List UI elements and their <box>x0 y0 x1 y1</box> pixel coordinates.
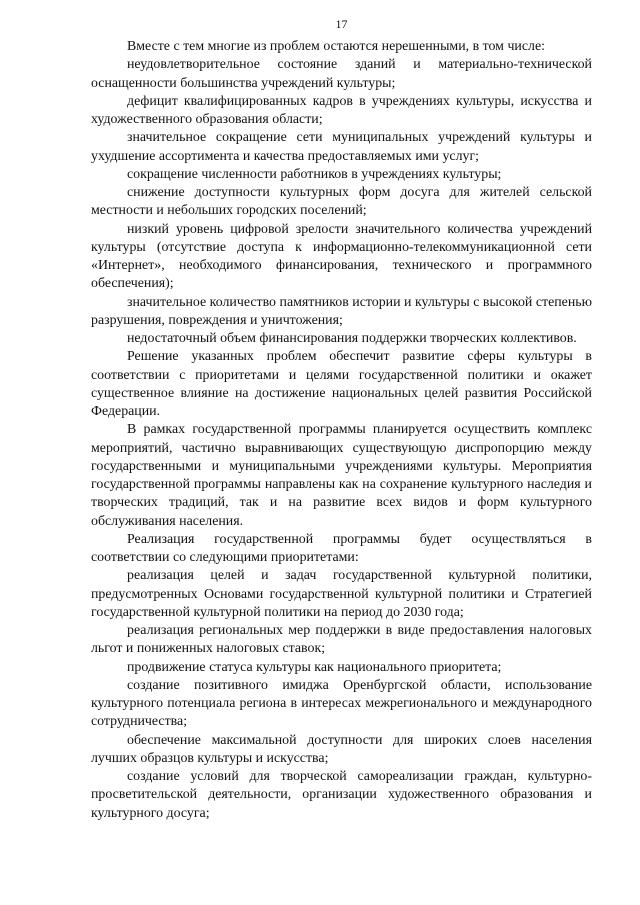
paragraph: недостаточный объем финансирования поддержки творческих коллективов. <box>127 331 577 346</box>
paragraph: значительное сокращение сети муниципальных учреждений культуры и ухудшение ассортимента и качества предоставляемых ими услуг; <box>91 130 592 164</box>
paragraph: снижение доступности культурных форм досуга для жителей сельской местности и небольших городских поселений; <box>91 185 592 219</box>
paragraph: Решение указанных проблем обеспечит развитие сферы культуры в соответствии с приоритетами и целями государственной политики и окажет существенное влияние на достижение национальных целей развития Российской Федерации. <box>91 349 592 419</box>
paragraph: обеспечение максимальной доступности для широких слоев населения лучших образцов культуры и искусства; <box>91 732 592 766</box>
paragraph: сокращение численности работников в учреждениях культуры; <box>127 166 502 182</box>
paragraph: реализация целей и задач государственной культурной политики, предусмотренных Основами государственной культурной политики и Стратегией государственной культурной политики на период до 2030 года; <box>91 568 592 620</box>
paragraph: Вместе с тем многие из проблем остаются нерешенными, в том числе: <box>127 39 545 54</box>
paragraph: Реализация государственной программы будет осуществляться в соответствии со следующими приоритетами: <box>91 531 592 565</box>
paragraph: В рамках государственной программы планируется осуществить комплекс мероприятий, частично выравнивающих существующую диспропорцию между государственными и муниципальными учреждениями культуры. Мероприятия государственной программы направлены как на сохранение культурного наследия и творческих традиций, так и на развитие всех видов и форм культурного обслуживания населения. <box>91 422 592 529</box>
paragraph: создание позитивного имиджа Оренбургской области, использование культурного потенциала региона в интересах межрегионального и международного сотрудничества; <box>91 677 592 730</box>
paragraph: низкий уровень цифровой зрелости значительного количества учреждений культуры (отсутствие доступа к информационно-телекоммуникационной сети «Интернет», необходимого финансирования, технического и программного обеспечения); <box>91 221 592 292</box>
paragraph: создание условий для творческой самореализации граждан, культурно-просветительской деятельности, организации художественного образования и культурного досуга; <box>91 769 592 821</box>
paragraph: неудовлетворительное состояние зданий и материально-технической оснащенности большинства учреждений культуры; <box>91 57 592 91</box>
page-number: 17 <box>335 17 348 31</box>
paragraph: дефицит квалифицированных кадров в учреждениях культуры, искусства и художественного образования области; <box>91 93 592 127</box>
paragraph: значительное количество памятников истории и культуры с высокой степенью разрушения, повреждения и уничтожения; <box>91 294 592 328</box>
paragraph: продвижение статуса культуры как национального приоритета; <box>127 659 502 675</box>
paragraph: реализация региональных мер поддержки в виде предоставления налоговых льгот и пониженных налоговых ставок; <box>91 623 592 657</box>
document-body <box>91 38 592 823</box>
